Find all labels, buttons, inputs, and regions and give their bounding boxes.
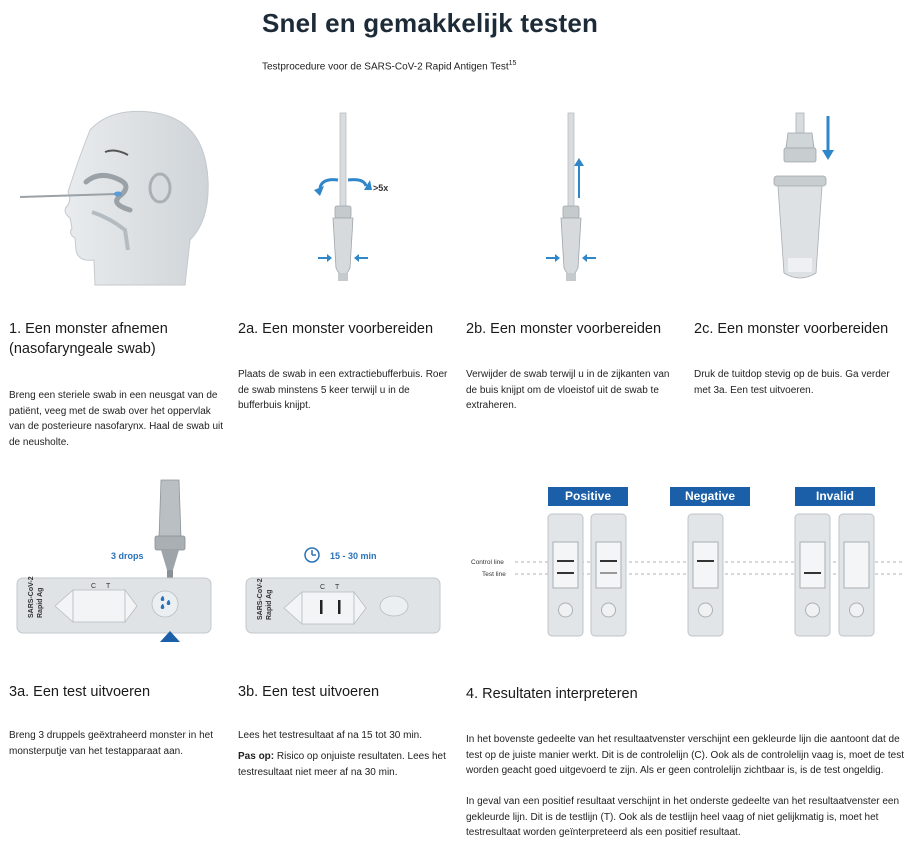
drops-device-illustration <box>15 478 225 648</box>
step3a-text: Breng 3 druppels geëxtraheerd monster in het monsterputje van het testapparaat aan. <box>9 730 214 757</box>
warning-text: Risico op onjuiste resultaten. Lees het testresultaat niet meer af na 30 min. <box>238 751 446 778</box>
device-brand-line2: Rapid Ag <box>37 587 44 618</box>
step1-text: Breng een steriele swab in een neusgat van de patiënt, veeg met de swab over het oppervlak van de posterieure nasofarynx. Haal de swab uit de neusholte. <box>9 390 224 448</box>
invalid-tag: Invalid <box>795 487 875 506</box>
drops-label: 3 drops <box>111 551 144 561</box>
step2b-text: Verwijder de swab terwijl u in de zijkanten van de buis knijpt om de vloeistof uit de swab te extraheren. <box>466 369 670 411</box>
timer-label: 15 - 30 min <box>330 551 377 561</box>
warning-label: Pas op: <box>238 751 275 762</box>
cap-press-illustration <box>760 108 900 288</box>
head-swab-illustration <box>20 100 240 285</box>
step1-title: 1. Een monster afnemen (nasofaryngeale swab) <box>9 321 168 357</box>
step2b-title: 2b. Een monster voorbereiden <box>466 321 662 337</box>
page-title: Snel en gemakkelijk testen <box>262 8 599 38</box>
step2a-text: Plaats de swab in een extractiebufferbuis. Roer de swab minstens 5 keer terwijl u in de bufferbuis knijpt. <box>238 369 448 411</box>
device2-brand-line1: SARS-CoV-2 <box>257 578 264 620</box>
step2c-text: Druk de tuitdop stevig op de buis. Ga verder met 3a. Een test uitvoeren. <box>694 369 890 396</box>
step2c-title: 2c. Een monster voorbereiden <box>694 321 889 337</box>
step2a-title: 2a. Een monster voorbereiden <box>238 321 434 337</box>
subtitle-text: Testprocedure voor de SARS-CoV-2 Rapid Antigen Test <box>262 61 509 73</box>
timer-device-illustration <box>244 540 454 650</box>
negative-tag: Negative <box>670 487 750 506</box>
device2-brand-line2: Rapid Ag <box>266 589 273 620</box>
cassette-positive-2 <box>591 514 626 636</box>
positive-tag: Positive <box>548 487 628 506</box>
test-line-label: Test line <box>482 571 506 578</box>
step4-title: 4. Resultaten interpreteren <box>466 686 638 702</box>
rotation-count-label: >5x <box>373 183 389 193</box>
cassette-negative <box>688 514 723 636</box>
page-subtitle <box>262 60 516 72</box>
step3a-title: 3a. Een test uitvoeren <box>9 684 151 700</box>
step3b-title: 3b. Een test uitvoeren <box>238 684 380 700</box>
step4-text1: In het bovenste gedeelte van het resultaatvenster verschijnt een gekleurde lijn die aantoont dat de test op de juiste manier werkt. Dit is de controlelijn (C). Ook als de controlelijn vaag is, moet de test worden geacht goed uitgevoerd te zijn. Als er geen controlelijn zichtbaar is, is de test ongeldig. <box>466 734 904 776</box>
swab-remove-illustration <box>528 108 668 288</box>
cassette-invalid-2 <box>839 514 874 636</box>
device-brand-line1: SARS-CoV-2 <box>28 576 35 618</box>
device2-c-label: C <box>320 584 326 591</box>
swab-rotate-illustration <box>300 108 440 288</box>
device2-t-label: T <box>335 584 340 591</box>
device-c-label: C <box>91 583 97 590</box>
cassette-positive-1 <box>548 514 583 636</box>
result-cassettes-illustration <box>460 512 910 642</box>
cassette-invalid-1 <box>795 514 830 636</box>
device-t-label: T <box>106 583 111 590</box>
control-line-label: Control line <box>471 559 504 566</box>
step3b-text: Lees het testresultaat af na 15 tot 30 min. <box>238 730 423 741</box>
step3b-warning <box>238 749 453 780</box>
subtitle-reference: 15 <box>508 60 517 67</box>
step4-text2: In geval van een positief resultaat verschijnt in het onderste gedeelte van het resultaatvenster een gekleurde lijn. Dit is de testlijn (T). Ook als de testlijn heel vaag of niet gelijkmatig is, moet het testresultaat worden geïnterpreteerd als een positief resultaat. <box>466 796 900 838</box>
